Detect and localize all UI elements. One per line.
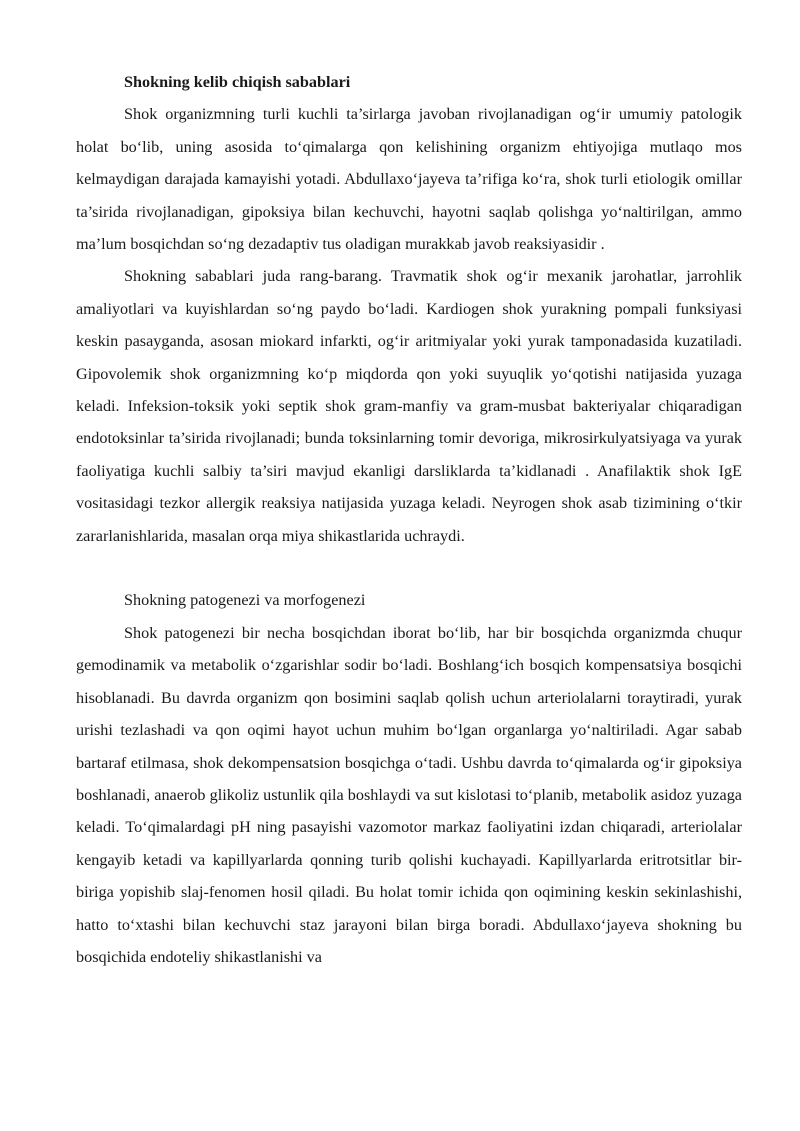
section-heading-causes: Shokning kelib chiqish sabablari [124,73,351,91]
paragraph-shock-definition: Shok organizmning turli kuchli ta’sirlarga javoban rivojlanadigan og‘ir umumiy patologik holat bo‘lib, uning asosida to‘qimalarga qon kelishining organizm ehtiyojiga mutlaqo mos kelmaydigan darajada kamayishi yotadi. Abdullaxo‘jayeva ta’rifiga ko‘ra, shok turli etiologik omillar ta’sirida rivojlanadigan, gipoksiya bilan kechuvchi, hayotni saqlab qolishga yo‘naltirilgan, ammo ma’lum bosqichdan so‘ng dezadaptiv tus oladigan murakkab javob reaksiyasidir . [76,105,742,254]
paragraph-shock-causes: Shokning sabablari juda rang-barang. Travmatik shok og‘ir mexanik jarohatlar, jarrohlik amaliyotlari va kuyishlardan so‘ng paydo bo‘ladi. Kardiogen shok yurakning pompali funksiyasi keskin pasayganda, asosan miokard infarkti, og‘ir aritmiyalar yoki yurak tamponadasida kuzatiladi. Gipovolemik shok organizmning ko‘p miqdorda qon yoki suyuqlik yo‘qotishi natijasida yuzaga keladi. Infeksion-toksik yoki septik shok gram-manfiy va gram-musbat bakteriyalar chiqaradigan endotoksinlar ta’sirida rivojlanadi; bunda toksinlarning tomir devoriga, mikrosirkulyatsiyaga va yurak faoliyatiga kuchli salbiy ta’siri mavjud ekanligi darsliklarda ta’kidlanadi . Anafilaktik shok IgE vositasidagi tezkor allergik reaksiya natijasida yuzaga keladi. Neyrogen shok asab tizimining o‘tkir zararlanishlarida, masalan orqa miya shikastlarida uchraydi. [76,267,742,545]
paragraph-spacer [76,552,742,584]
paragraph-pathogenesis: Shok patogenezi bir necha bosqichdan iborat bo‘lib, har bir bosqichda organizmda chuqur gemodinamik va metabolik o‘zgarishlar sodir bo‘ladi. Boshlang‘ich bosqich kompensatsiya bosqichi hisoblanadi. Bu davrda organizm qon bosimini saqlab qolish uchun arteriolalarni toraytiradi, yurak urishi tezlashadi va qon oqimi hayot uchun muhim bo‘lgan organlarga yo‘naltiriladi. Agar sabab bartaraf etilmasa, shok dekompensatsion bosqichga o‘tadi. Ushbu davrda to‘qimalarda og‘ir gipoksiya boshlanadi, anaerob glikoliz ustunlik qila boshlaydi va sut kislotasi to‘planib, metabolik asidoz yuzaga keladi. To‘qimalardagi pH ning pasayishi vazomotor markaz faoliyatini izdan chiqaradi, arteriolalar kengayib ketadi va kapillyarlarda qonning turib qolishi kuchayadi. Kapillyarlarda eritrotsitlar bir-biriga yopishib slaj-fenomen hosil qiladi. Bu holat tomir ichida qon oqimining keskin sekinlashishi, hatto to‘xtashi bilan kechuvchi staz jarayoni bilan birga boradi. Abdullaxo‘jayeva shokning bu bosqichida endoteliy shikastlanishi va [76,623,742,966]
document-page [76,66,742,973]
section-heading-pathogenesis: Shokning patogenezi va morfogenezi [124,591,366,610]
